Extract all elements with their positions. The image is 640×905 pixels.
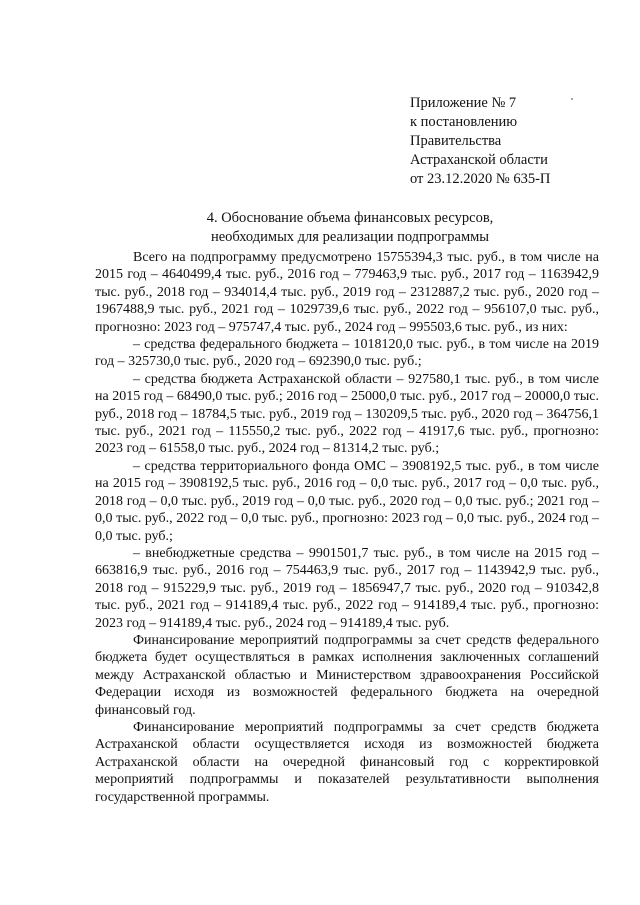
paragraph-federal-budget: – средства федерального бюджета – 1018120,0 тыс. руб., в том числе на 2019 год – 325730,0 тыс. руб., 2020 год – 692390,0 тыс. руб.;: [95, 337, 599, 370]
paragraph-oms-fund: – средства территориального фонда ОМС – 3908192,5 тыс. руб., в том числе на 2015 год – 3908192,5 тыс. руб., 2016 год – 0,0 тыс. руб., 2017 год – 0,0 тыс. руб., 2018 год – 0,0 тыс. руб., 2019 год – 0,0 тыс. руб., 2020 год – 0,0 тыс. руб.; 2021 год – 0,0 тыс. руб., 2022 год – 0,0 тыс. руб., прогнозно: 2023 год – 0,0 тыс. руб., 2024 год – 0,0 тыс. руб.;: [95, 458, 599, 544]
attachment-line-2: к постановлению: [410, 114, 518, 130]
document-body: [95, 249, 599, 806]
attachment-header: [410, 94, 630, 189]
attachment-line-5: от 23.12.2020 № 635-П: [410, 171, 551, 187]
paragraph-federal-financing: Финансирование мероприятий подпрограммы за счет средств федерального бюджета будет осуществляться в рамках исполнения заключенных соглашений между Астраханской областью и Министерством здравоохранения Российской Федерации исходя из возможностей федерального бюджета на очередной финансовый год.: [95, 632, 599, 718]
section-title-line-2: необходимых для реализации подпрограммы: [210, 229, 490, 245]
paragraph-regional-budget: – средства бюджета Астраханской области – 927580,1 тыс. руб., в том числе на 2015 год – 68490,0 тыс. руб.; 2016 год – 25000,0 тыс. руб., 2017 год – 20000,0 тыс. руб., 2018 год – 18784,5 тыс. руб., 2019 год – 130209,5 тыс. руб., 2020 год – 364756,1 тыс. руб., 2021 год – 115550,2 тыс. руб., 2022 год – 41917,6 тыс. руб., прогнозно: 2023 год – 61558,0 тыс. руб., 2024 год – 81314,2 тыс. руб.;: [95, 371, 599, 457]
attachment-line-1: Приложение № 7: [410, 95, 517, 111]
attachment-line-4: Астраханской области: [410, 152, 548, 168]
section-title-line-1: 4. Обоснование объема финансовых ресурсов,: [206, 210, 494, 226]
attachment-line-3: Правительства: [410, 133, 502, 149]
section-title: [150, 209, 550, 247]
paragraph-regional-financing: Финансирование мероприятий подпрограммы за счет средств бюджета Астраханской области осуществляется исходя из возможностей бюджета Астраханской области на очередной финансовый год с корректировкой мероприятий подпрограммы и показателей результативности выполнения государственной программы.: [95, 719, 599, 805]
paragraph-extrabudgetary: – внебюджетные средства – 9901501,7 тыс. руб., в том числе на 2015 год – 663816,9 тыс. руб., 2016 год – 754463,9 тыс. руб., 2017 год – 1143942,9 тыс. руб., 2018 год – 915229,9 тыс. руб., 2019 год – 1856947,7 тыс. руб., 2020 год – 910342,8 тыс. руб., 2021 год – 914189,4 тыс. руб., 2022 год – 914189,4 тыс. руб., прогнозно: 2023 год – 914189,4 тыс. руб., 2024 год – 914189,4 тыс. руб.: [95, 545, 599, 631]
paragraph-total-funding: Всего на подпрограмму предусмотрено 15755394,3 тыс. руб., в том числе на 2015 год – 4640499,4 тыс. руб., 2016 год – 779463,9 тыс. руб., 2017 год – 1163942,9 тыс. руб., 2018 год – 934014,4 тыс. руб., 2019 год – 2312887,2 тыс. руб., 2020 год – 1967488,9 тыс. руб., 2021 год – 1029739,6 тыс. руб., 2022 год – 956107,0 тыс. руб., прогнозно: 2023 год – 975747,4 тыс. руб., 2024 год – 995503,6 тыс. руб., из них:: [95, 250, 599, 335]
